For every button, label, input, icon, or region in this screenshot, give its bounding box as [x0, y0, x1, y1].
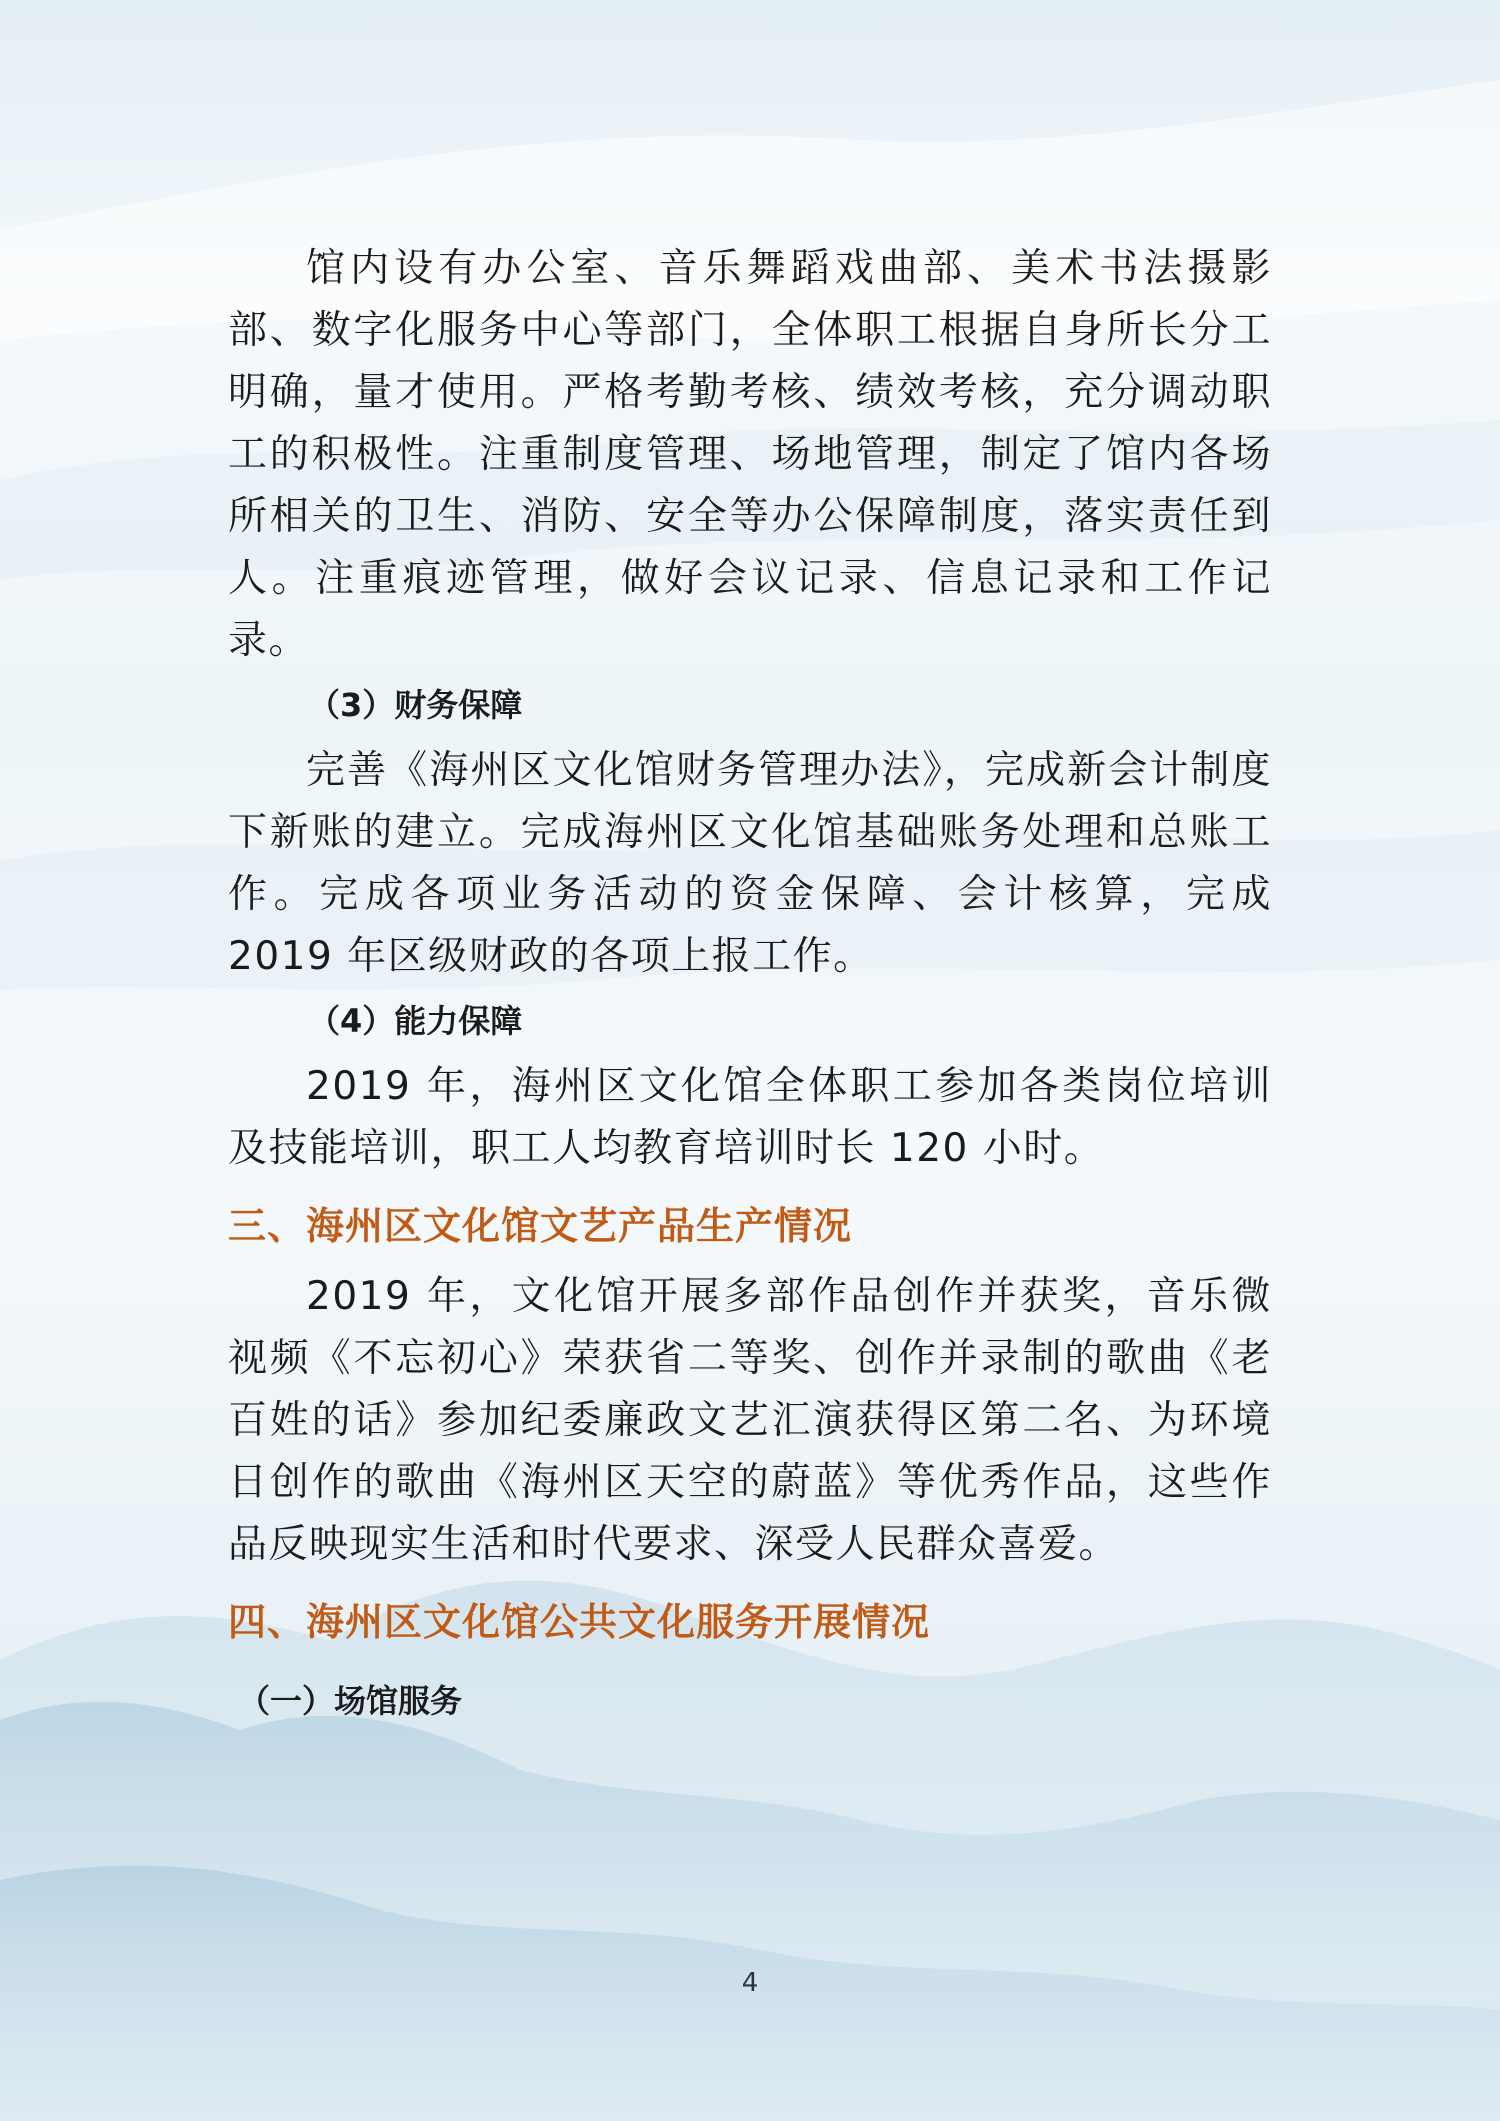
paragraph-works: 2019 年，文化馆开展多部作品创作并获奖，音乐微视频《不忘初心》荣获省二等奖、创作并录制的歌曲《老百姓的话》参加纪委廉政文艺汇演获得区第二名、为环境日创作的歌曲《海州区天空的蔚蓝》等优秀作品，这些作品反映现实生活和时代要求、深受人民群众喜爱。 [228, 1274, 1272, 1567]
subheading-venue: （一）场馆服务 [238, 1682, 463, 1720]
paragraph-organization: 馆内设有办公室、音乐舞蹈戏曲部、美术书法摄影部、数字化服务中心等部门，全体职工根据自身所长分工明确，量才使用。严格考勤考核、绩效考核，充分调动职工的积极性。注重制度管理、场地管理，制定了馆内各场所相关的卫生、消防、安全等办公保障制度，落实责任到人。注重痕迹管理，做好会议记录、信息记录和工作记录。 [228, 246, 1272, 663]
section-heading-4: 四、海州区文化馆公共文化服务开展情况 [228, 1600, 931, 1644]
page-number: 4 [741, 1968, 759, 1998]
paragraph-finance: 完善《海州区文化馆财务管理办法》，完成新会计制度下新账的建立。完成海州区文化馆基础账务处理和总账工作。完成各项业务活动的资金保障、会计核算，完成 2019 年区级财政的各项上报工作。 [228, 748, 1272, 979]
paragraph-training: 2019 年，海州区文化馆全体职工参加各类岗位培训及技能培训，职工人均教育培训时长 120 小时。 [228, 1064, 1272, 1171]
subheading-ability: （4）能力保障 [308, 1002, 523, 1040]
content-body [228, 238, 1272, 1736]
subheading-finance: （3）财务保障 [308, 686, 523, 724]
section-heading-3: 三、海州区文化馆文艺产品生产情况 [228, 1204, 853, 1248]
